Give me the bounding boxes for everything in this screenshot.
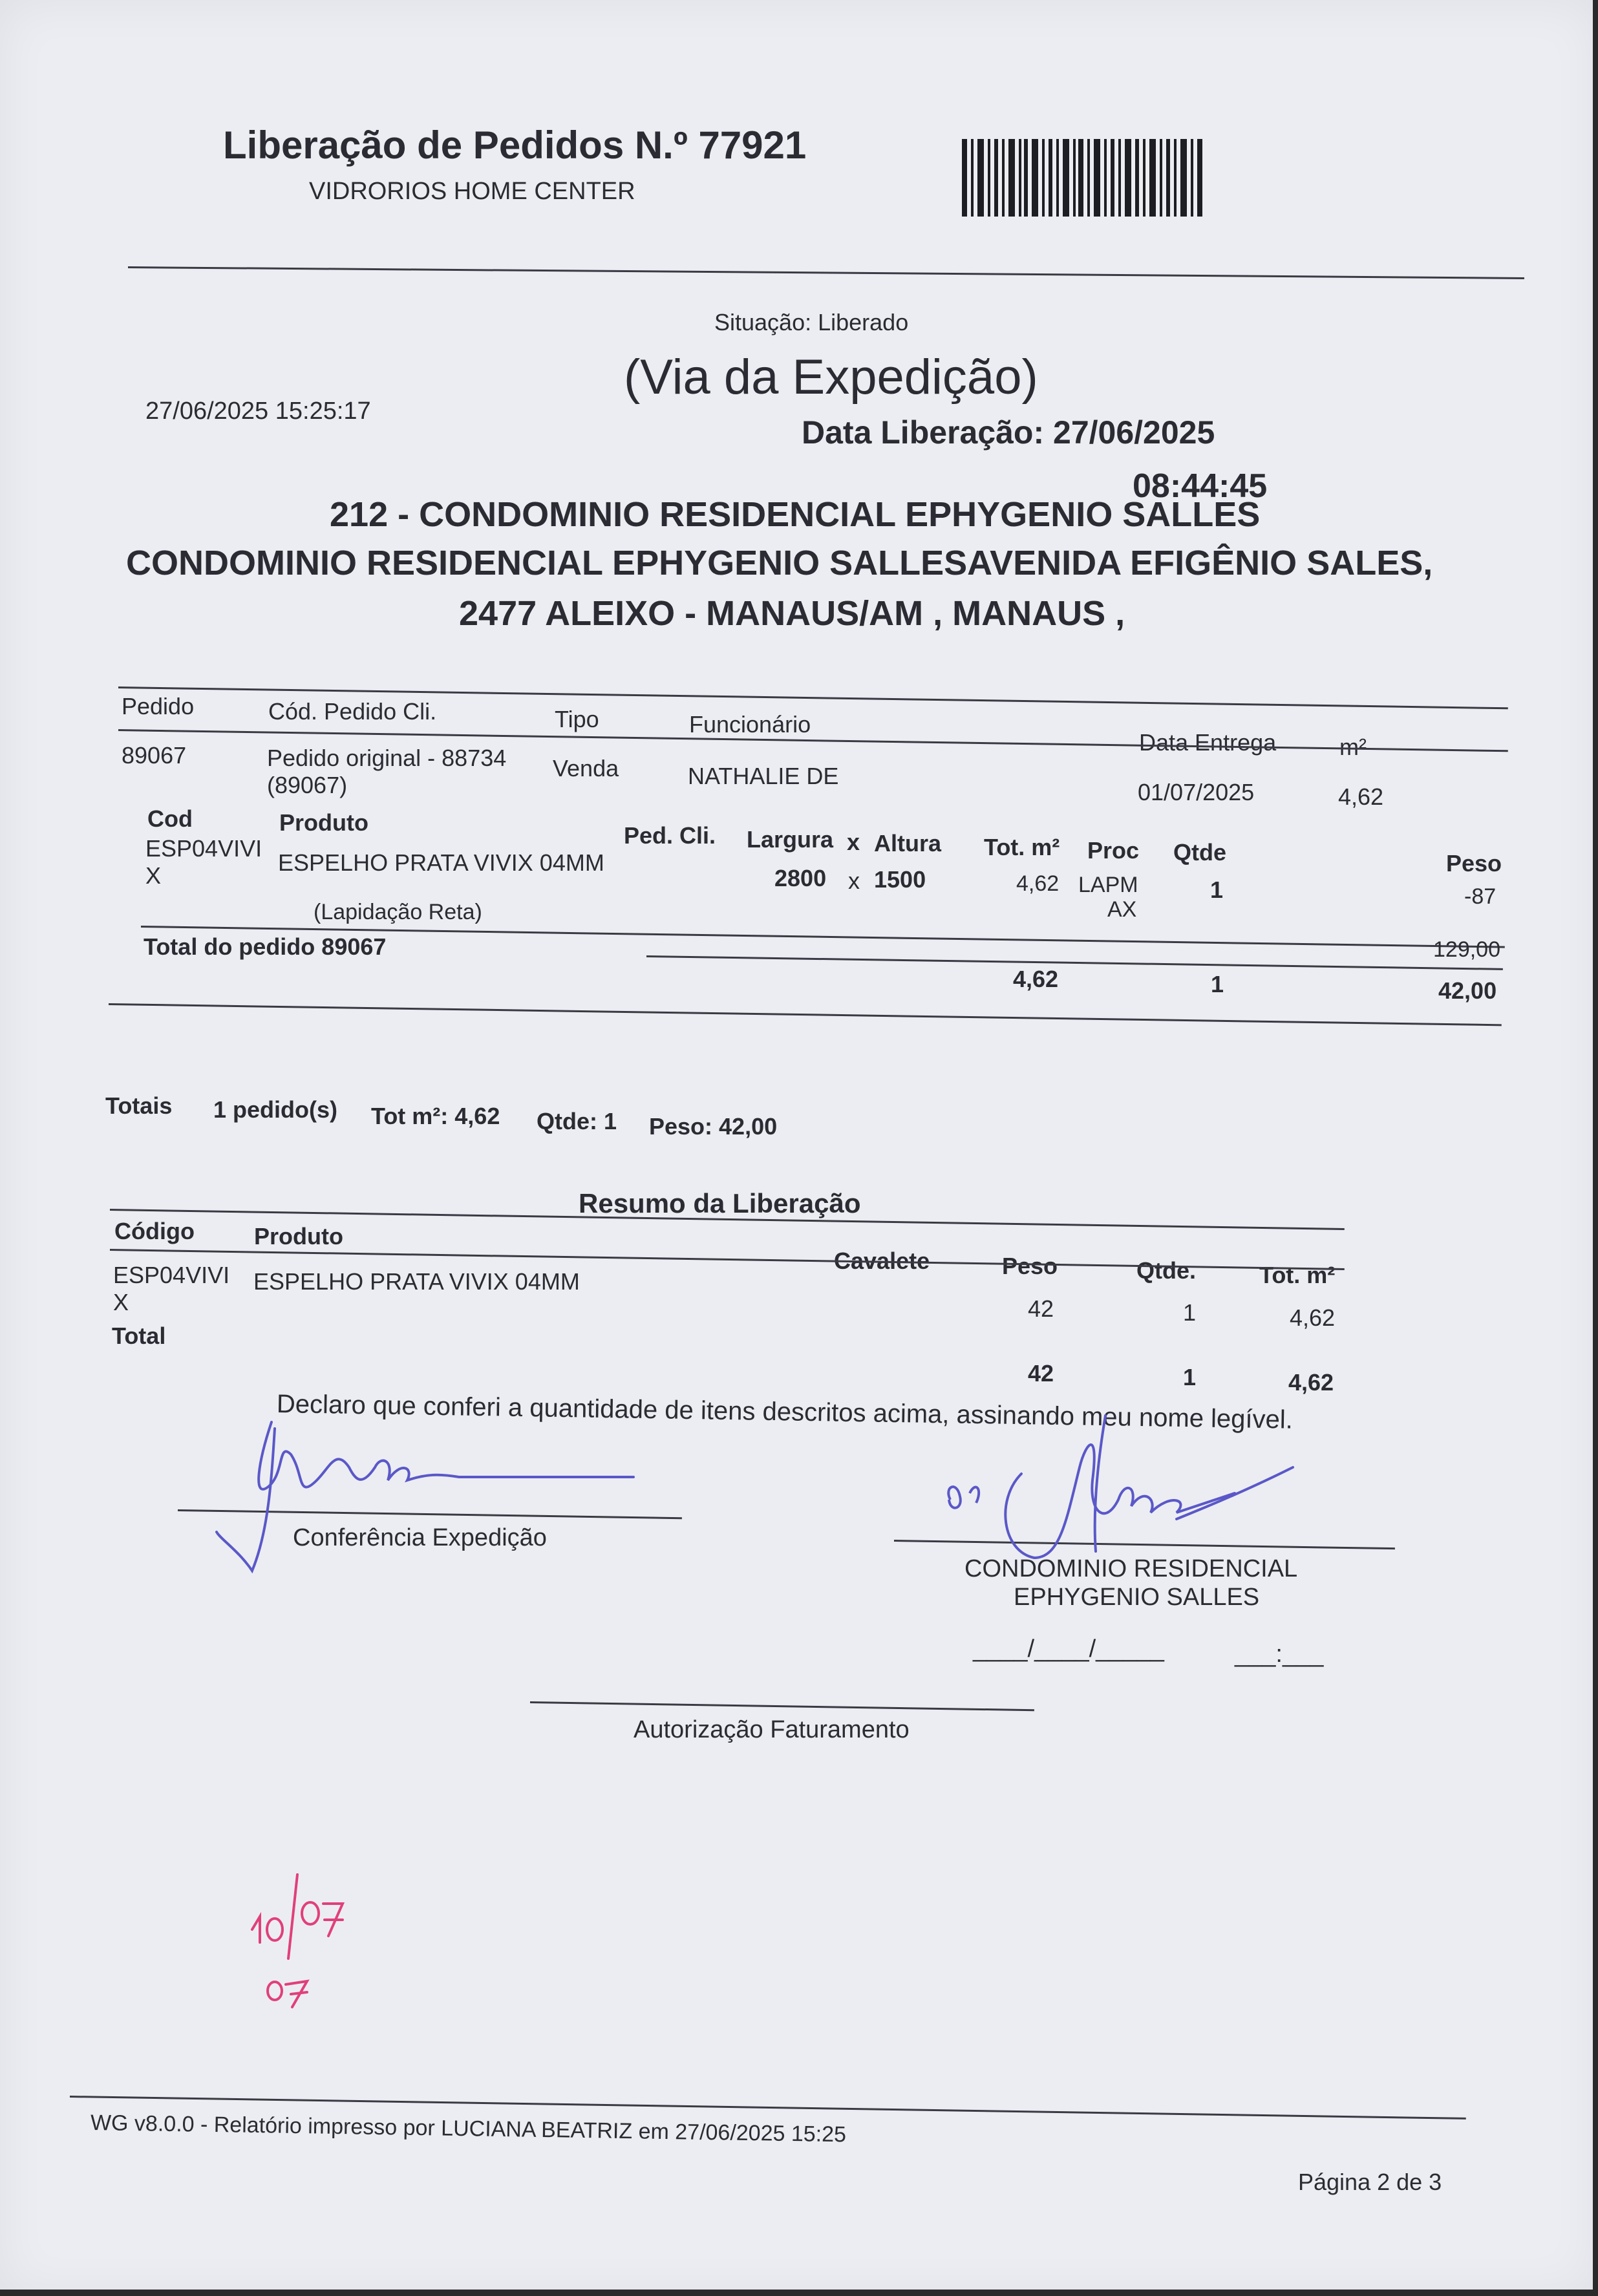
summary-header-qtde: Qtde. [1136, 1257, 1197, 1284]
item-header-tot-m2: Tot. m² [984, 834, 1060, 860]
col-header-data-entrega: Data Entrega [1139, 729, 1277, 756]
release-date: Data Liberação: 27/06/2025 [802, 414, 1215, 451]
item-qty: 1 [1210, 877, 1224, 903]
item-header-x: x [847, 829, 860, 855]
page-number: Página 2 de 3 [1298, 2169, 1442, 2195]
item-times: x [848, 867, 860, 894]
summary-total-weight: 42 [1028, 1360, 1054, 1387]
summary-header-cavalete: Cavalete [834, 1248, 930, 1274]
summary-header-tot-m2: Tot. m² [1259, 1262, 1336, 1288]
summary-weight: 42 [1028, 1295, 1054, 1322]
declaration-text: Declaro que conferi a quantidade de itens descritos acima, assinando meu nome legível. [276, 1390, 1294, 1434]
order-total-qty: 1 [1211, 971, 1224, 997]
summary-m2: 4,62 [1290, 1304, 1336, 1331]
item-proc-cont: AX [1107, 897, 1137, 922]
item-header-ped-cli: Ped. Cli. [624, 822, 716, 849]
order-m2: 4,62 [1338, 783, 1384, 810]
divider [128, 266, 1524, 279]
item-weight-b: 129,00 [1433, 937, 1500, 962]
footer-printed-by: WG v8.0.0 - Relatório impresso por LUCIANA BEATRIZ em 27/06/2025 15:25 [90, 2110, 847, 2147]
summary-total-qty: 1 [1183, 1364, 1197, 1390]
document-title: Liberação de Pedidos N.º 77921 [223, 123, 807, 167]
handwritten-signature-client [931, 1403, 1319, 1610]
col-header-cod-pedido-cli: Cód. Pedido Cli. [268, 698, 437, 725]
item-width: 2800 [774, 865, 827, 891]
order-total-m2: 4,62 [1013, 966, 1059, 992]
page-edge [0, 2290, 1598, 2296]
signature-label-autorizacao: Autorização Faturamento [634, 1716, 910, 1743]
item-header-produto: Produto [279, 809, 368, 836]
summary-header-peso: Peso [1002, 1253, 1058, 1279]
order-client-code: Pedido original - 88734 [267, 745, 507, 771]
order-employee: NATHALIE DE [688, 763, 839, 789]
summary-title: Resumo da Liberação [579, 1188, 861, 1218]
order-delivery-date: 01/07/2025 [1138, 779, 1255, 805]
col-header-m2: m² [1339, 734, 1367, 760]
order-type: Venda [553, 755, 619, 781]
item-height: 1500 [874, 866, 926, 893]
totals-label: Totais [105, 1092, 173, 1119]
item-header-largura: Largura [747, 826, 834, 853]
col-header-funcionario: Funcionário [689, 711, 811, 738]
summary-header-codigo: Código [114, 1218, 195, 1244]
signature-label-conferencia: Conferência Expedição [293, 1524, 547, 1551]
order-total-label: Total do pedido 89067 [144, 933, 387, 960]
summary-product: ESPELHO PRATA VIVIX 04MM [253, 1268, 580, 1295]
summary-code-cont: X [113, 1289, 129, 1315]
item-proc: LAPM [1078, 873, 1138, 897]
date-blank: ____/____/_____ [973, 1635, 1164, 1663]
divider [109, 1003, 1502, 1026]
item-header-cod: Cod [147, 805, 193, 832]
client-address-line2: 2477 ALEIXO - MANAUS/AM , MANAUS , [459, 594, 1125, 633]
col-header-pedido: Pedido [122, 693, 195, 719]
item-header-proc: Proc [1087, 837, 1140, 864]
client-address-line1: CONDOMINIO RESIDENCIAL EPHYGENIO SALLESAVENIDA EFIGÊNIO SALES, [126, 544, 1433, 582]
signature-line [530, 1701, 1034, 1711]
summary-header-produto: Produto [254, 1223, 343, 1249]
barcode-icon [962, 139, 1206, 217]
client-name: 212 - CONDOMINIO RESIDENCIAL EPHYGENIO SALLES [330, 495, 1261, 534]
item-tot-m2: 4,62 [1016, 871, 1060, 896]
item-product: ESPELHO PRATA VIVIX 04MM [278, 849, 604, 876]
summary-total-m2: 4,62 [1288, 1369, 1334, 1396]
item-code-cont: X [145, 862, 162, 889]
order-total-weight: 42,00 [1438, 977, 1497, 1004]
time-blank: ___:___ [1235, 1641, 1324, 1668]
summary-code: ESP04VIVI [113, 1262, 230, 1288]
item-header-qtde: Qtde [1173, 839, 1227, 866]
totals-qty: Qtde: 1 [537, 1108, 617, 1134]
company-name: VIDRORIOS HOME CENTER [309, 178, 635, 205]
table-rule [646, 955, 1503, 970]
summary-qty: 1 [1183, 1299, 1197, 1326]
page-edge [1593, 0, 1598, 2296]
signature-label-client-cont: EPHYGENIO SALLES [1014, 1584, 1260, 1611]
col-header-tipo: Tipo [555, 706, 599, 732]
order-client-code-ref: (89067) [267, 772, 348, 798]
totals-orders: 1 pedido(s) [213, 1096, 338, 1123]
item-header-peso: Peso [1446, 850, 1502, 877]
totals-m2: Tot m²: 4,62 [371, 1103, 500, 1129]
print-datetime: 27/06/2025 15:25:17 [145, 398, 371, 425]
handwritten-signature [207, 1403, 672, 1584]
signature-label-client: CONDOMINIO RESIDENCIAL [964, 1555, 1298, 1582]
status-text: Situação: Liberado [714, 309, 909, 335]
item-header-altura: Altura [874, 830, 942, 856]
item-weight-a: -87 [1464, 884, 1497, 909]
via-label: (Via da Expedição) [624, 350, 1038, 405]
handwritten-note [246, 1868, 375, 2017]
item-detail: (Lapidação Reta) [314, 900, 482, 924]
summary-total-label: Total [112, 1323, 166, 1349]
item-code: ESP04VIVI [145, 835, 262, 862]
order-number: 89067 [122, 742, 187, 769]
totals-weight: Peso: 42,00 [649, 1113, 778, 1140]
release-time: 08:44:45 [1133, 467, 1268, 505]
